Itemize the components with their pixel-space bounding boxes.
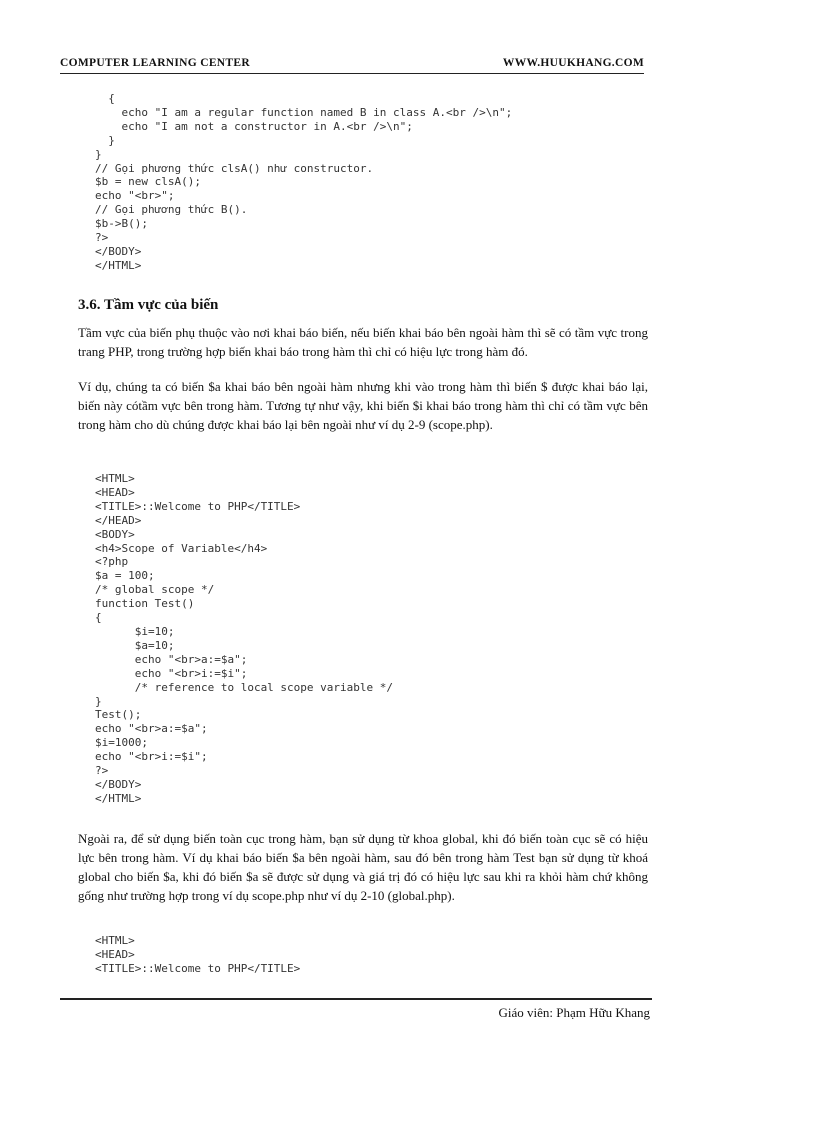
footer-author: Giáo viên: Phạm Hữu Khang xyxy=(498,1005,650,1020)
section-heading: 3.6. Tầm vực của biến xyxy=(78,297,219,313)
paragraph-scope-example: Ví dụ, chúng ta có biến $a khai báo bên ngoài hàm nhưng khi vào trong hàm thì biến $ được khai báo lại, biến này cótầm vực bên trong hàm. Tương tự như vậy, khi biến $i khai báo trong hàm thì chỉ có tầm vực bên trong hàm cho dù chúng được khai báo lại bên ngoài như ví dụ 2-9 (scope.php). xyxy=(78,379,648,432)
page-header xyxy=(60,55,644,74)
code-block-class-example: { echo "I am a regular function named B in class A.<br />\n"; echo "I am not a constructor in A.<br />\n"; } } // Gọi phương thức clsA() như constructor. $b = new clsA(); echo "<br>"; // Gọi phương thức B(). $b->B(); ?> </BODY> </HTML> xyxy=(95,92,513,272)
header-website: WWW.HUUKHANG.COM xyxy=(502,57,644,69)
code-block-global-php: <HTML> <HEAD> <TITLE>::Welcome to PHP</TITLE> xyxy=(95,934,301,975)
header-left-title: COMPUTER LEARNING CENTER xyxy=(60,57,250,69)
paragraph-scope-intro: Tầm vực của biến phụ thuộc vào nơi khai báo biến, nếu biến khai báo bên ngoài hàm thì sẽ có tầm vực trong trang PHP, trong trường hợp biến khai báo trong hàm thì chỉ có hiệu lực trong hàm đó. xyxy=(78,325,648,359)
paragraph-global-intro: Ngoài ra, để sử dụng biến toàn cục trong hàm, bạn sử dụng từ khoa global, khi đó biến toàn cục sẽ có hiệu lực bên trong hàm. Ví dụ khai báo biến $a bên ngoài hàm, sau đó bên trong hàm Test bạn sử dụng từ khoá global cho biến $a, khi đó biến $a sẽ được sử dụng và giá trị đó có hiệu lực sau khi ra khỏi hàm chứ không gống như trường hợp trong ví dụ scope.php như ví dụ 2-10 (global.php). xyxy=(78,831,648,903)
footer-divider xyxy=(60,998,652,1000)
code-block-scope-php: <HTML> <HEAD> <TITLE>::Welcome to PHP</TITLE> </HEAD> <BODY> <h4>Scope of Variable</h4> <?php $a = 100; /* global scope */ function Test() { $i=10; $a=10; echo "<br>a:=$a"; echo "<br>i:=$i"; /* reference to local scope variable */ } Test(); echo "<br>a:=$a"; $i=1000; echo "<br>i:=$i"; ?> </BODY> </HTML> xyxy=(95,472,394,805)
